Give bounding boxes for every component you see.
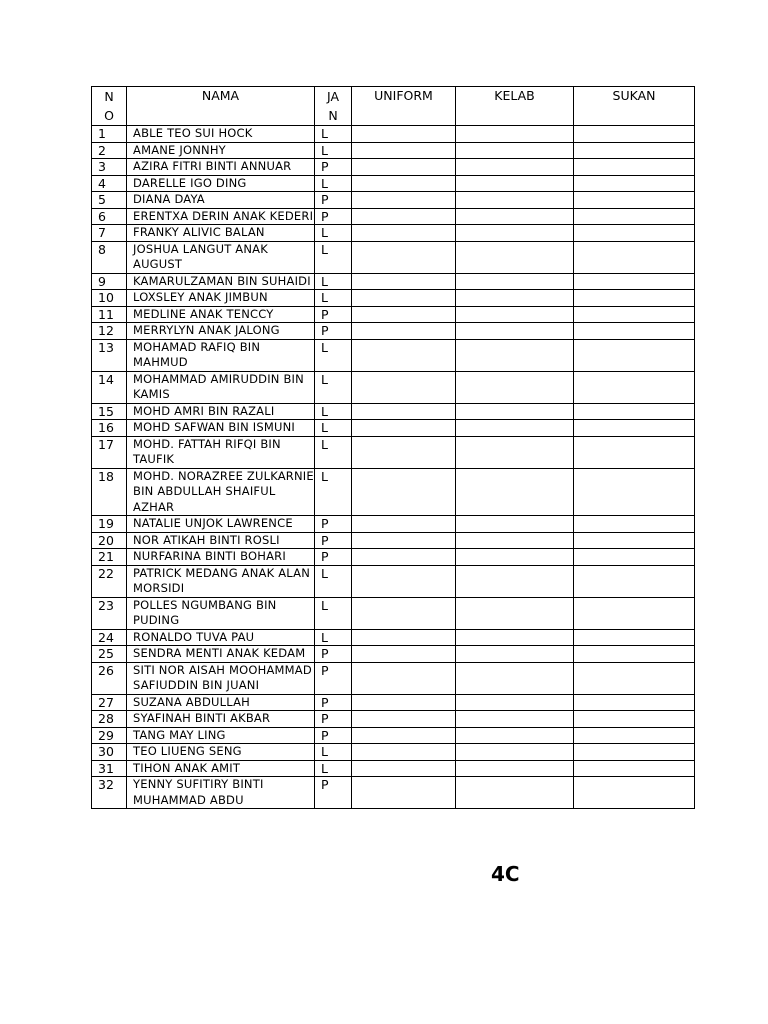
cell-no: 29 — [92, 727, 127, 744]
cell-uniform — [352, 290, 456, 307]
cell-uniform — [352, 646, 456, 663]
cell-no: 28 — [92, 711, 127, 728]
cell-nama: FRANKY ALIVIC BALAN — [127, 225, 315, 242]
table-row — [92, 175, 695, 192]
cell-uniform — [352, 371, 456, 403]
cell-jantina: P — [315, 694, 352, 711]
cell-nama: YENNY SUFITIRY BINTI MUHAMMAD ABDU — [127, 777, 315, 809]
cell-uniform — [352, 711, 456, 728]
cell-jantina: P — [315, 159, 352, 176]
cell-jantina: L — [315, 468, 352, 516]
cell-jantina: L — [315, 371, 352, 403]
cell-kelab — [456, 436, 574, 468]
cell-nama: MERRYLYN ANAK JALONG — [127, 323, 315, 340]
cell-jantina: L — [315, 126, 352, 143]
cell-jantina: L — [315, 760, 352, 777]
cell-jantina: L — [315, 241, 352, 273]
cell-kelab — [456, 420, 574, 437]
table-row — [92, 629, 695, 646]
table-row — [92, 727, 695, 744]
cell-nama: DARELLE IGO DING — [127, 175, 315, 192]
cell-nama: DIANA DAYA — [127, 192, 315, 209]
cell-kelab — [456, 629, 574, 646]
table-row — [92, 306, 695, 323]
cell-sukan — [574, 241, 695, 273]
cell-jantina: L — [315, 597, 352, 629]
cell-sukan — [574, 549, 695, 566]
cell-sukan — [574, 565, 695, 597]
cell-no: 7 — [92, 225, 127, 242]
cell-jantina: L — [315, 565, 352, 597]
cell-sukan — [574, 290, 695, 307]
cell-no: 6 — [92, 208, 127, 225]
cell-uniform — [352, 468, 456, 516]
cell-nama: SENDRA MENTI ANAK KEDAM — [127, 646, 315, 663]
cell-kelab — [456, 306, 574, 323]
cell-no: 9 — [92, 273, 127, 290]
cell-uniform — [352, 142, 456, 159]
cell-jantina: P — [315, 532, 352, 549]
cell-no: 14 — [92, 371, 127, 403]
cell-sukan — [574, 468, 695, 516]
table-row — [92, 159, 695, 176]
header-jantina: JA N — [315, 87, 352, 126]
cell-uniform — [352, 777, 456, 809]
cell-uniform — [352, 126, 456, 143]
cell-kelab — [456, 727, 574, 744]
cell-kelab — [456, 192, 574, 209]
table-row — [92, 711, 695, 728]
cell-jantina: L — [315, 142, 352, 159]
cell-sukan — [574, 420, 695, 437]
cell-nama: NATALIE UNJOK LAWRENCE — [127, 516, 315, 533]
cell-no: 13 — [92, 339, 127, 371]
cell-sukan — [574, 339, 695, 371]
cell-jantina: L — [315, 744, 352, 761]
cell-uniform — [352, 597, 456, 629]
cell-uniform — [352, 694, 456, 711]
header-sukan: SUKAN — [574, 87, 695, 126]
cell-kelab — [456, 273, 574, 290]
cell-sukan — [574, 175, 695, 192]
cell-nama: MOHD SAFWAN BIN ISMUNI — [127, 420, 315, 437]
cell-kelab — [456, 371, 574, 403]
header-uniform: UNIFORM — [352, 87, 456, 126]
cell-sukan — [574, 142, 695, 159]
cell-no: 1 — [92, 126, 127, 143]
cell-no: 20 — [92, 532, 127, 549]
cell-kelab — [456, 241, 574, 273]
cell-jantina: P — [315, 727, 352, 744]
cell-kelab — [456, 777, 574, 809]
cell-nama: POLLES NGUMBANG BIN PUDING — [127, 597, 315, 629]
header-kelab: KELAB — [456, 87, 574, 126]
table-header-row — [92, 87, 695, 126]
cell-no: 31 — [92, 760, 127, 777]
cell-nama: NURFARINA BINTI BOHARI — [127, 549, 315, 566]
cell-no: 10 — [92, 290, 127, 307]
table-row — [92, 597, 695, 629]
table-row — [92, 436, 695, 468]
table-row — [92, 225, 695, 242]
cell-nama: TEO LIUENG SENG — [127, 744, 315, 761]
cell-uniform — [352, 516, 456, 533]
cell-kelab — [456, 760, 574, 777]
cell-no: 2 — [92, 142, 127, 159]
table-row — [92, 516, 695, 533]
header-nama: NAMA — [127, 87, 315, 126]
cell-uniform — [352, 744, 456, 761]
cell-kelab — [456, 565, 574, 597]
cell-jantina: L — [315, 403, 352, 420]
cell-no: 17 — [92, 436, 127, 468]
cell-sukan — [574, 126, 695, 143]
cell-uniform — [352, 629, 456, 646]
cell-nama: JOSHUA LANGUT ANAK AUGUST — [127, 241, 315, 273]
cell-kelab — [456, 208, 574, 225]
cell-sukan — [574, 532, 695, 549]
cell-sukan — [574, 727, 695, 744]
cell-sukan — [574, 777, 695, 809]
cell-jantina: P — [315, 711, 352, 728]
cell-sukan — [574, 436, 695, 468]
cell-kelab — [456, 142, 574, 159]
cell-jantina: L — [315, 175, 352, 192]
cell-sukan — [574, 371, 695, 403]
cell-uniform — [352, 225, 456, 242]
cell-nama: KAMARULZAMAN BIN SUHAIDI — [127, 273, 315, 290]
table-row — [92, 339, 695, 371]
cell-no: 11 — [92, 306, 127, 323]
cell-jantina: L — [315, 273, 352, 290]
cell-uniform — [352, 339, 456, 371]
cell-nama: MOHAMMAD AMIRUDDIN BIN KAMIS — [127, 371, 315, 403]
cell-uniform — [352, 208, 456, 225]
table-row — [92, 777, 695, 809]
table-row — [92, 420, 695, 437]
cell-uniform — [352, 273, 456, 290]
cell-uniform — [352, 662, 456, 694]
cell-jantina: P — [315, 549, 352, 566]
table-row — [92, 565, 695, 597]
cell-nama: MOHD. NORAZREE ZULKARNIE BIN ABDULLAH SHAIFUL AZHAR — [127, 468, 315, 516]
cell-uniform — [352, 727, 456, 744]
cell-no: 5 — [92, 192, 127, 209]
cell-kelab — [456, 339, 574, 371]
cell-kelab — [456, 175, 574, 192]
cell-jantina: L — [315, 420, 352, 437]
cell-kelab — [456, 323, 574, 340]
cell-uniform — [352, 192, 456, 209]
table-row — [92, 323, 695, 340]
cell-kelab — [456, 646, 574, 663]
table-row — [92, 403, 695, 420]
cell-nama: PATRICK MEDANG ANAK ALAN MORSIDI — [127, 565, 315, 597]
cell-kelab — [456, 468, 574, 516]
student-roster-table — [91, 86, 695, 809]
cell-no: 19 — [92, 516, 127, 533]
cell-no: 18 — [92, 468, 127, 516]
cell-jantina: P — [315, 323, 352, 340]
cell-nama: SITI NOR AISAH MOOHAMMAD SAFIUDDIN BIN JUANI — [127, 662, 315, 694]
cell-uniform — [352, 306, 456, 323]
cell-no: 8 — [92, 241, 127, 273]
cell-kelab — [456, 744, 574, 761]
cell-sukan — [574, 225, 695, 242]
cell-kelab — [456, 549, 574, 566]
table-row — [92, 208, 695, 225]
cell-kelab — [456, 516, 574, 533]
cell-sukan — [574, 323, 695, 340]
cell-no: 26 — [92, 662, 127, 694]
cell-kelab — [456, 711, 574, 728]
cell-no: 23 — [92, 597, 127, 629]
cell-uniform — [352, 436, 456, 468]
cell-jantina: P — [315, 192, 352, 209]
cell-sukan — [574, 629, 695, 646]
roster-body — [92, 126, 695, 809]
cell-kelab — [456, 290, 574, 307]
cell-sukan — [574, 694, 695, 711]
cell-nama: SUZANA ABDULLAH — [127, 694, 315, 711]
cell-no: 22 — [92, 565, 127, 597]
cell-nama: MOHAMAD RAFIQ BIN MAHMUD — [127, 339, 315, 371]
cell-jantina: L — [315, 290, 352, 307]
cell-sukan — [574, 646, 695, 663]
cell-uniform — [352, 565, 456, 597]
cell-no: 27 — [92, 694, 127, 711]
class-label: 4C — [491, 862, 520, 886]
cell-uniform — [352, 175, 456, 192]
cell-nama: MOHD. FATTAH RIFQI BIN TAUFIK — [127, 436, 315, 468]
cell-sukan — [574, 403, 695, 420]
cell-sukan — [574, 597, 695, 629]
cell-sukan — [574, 760, 695, 777]
cell-nama: NOR ATIKAH BINTI ROSLI — [127, 532, 315, 549]
cell-nama: SYAFINAH BINTI AKBAR — [127, 711, 315, 728]
cell-jantina: P — [315, 208, 352, 225]
cell-jantina: L — [315, 436, 352, 468]
cell-jantina: L — [315, 339, 352, 371]
cell-no: 25 — [92, 646, 127, 663]
cell-nama: MOHD AMRI BIN RAZALI — [127, 403, 315, 420]
cell-jantina: P — [315, 516, 352, 533]
cell-sukan — [574, 273, 695, 290]
cell-sukan — [574, 662, 695, 694]
cell-uniform — [352, 159, 456, 176]
cell-no: 4 — [92, 175, 127, 192]
cell-nama: TANG MAY LING — [127, 727, 315, 744]
cell-sukan — [574, 192, 695, 209]
table-row — [92, 694, 695, 711]
cell-kelab — [456, 662, 574, 694]
table-row — [92, 532, 695, 549]
cell-uniform — [352, 549, 456, 566]
cell-kelab — [456, 532, 574, 549]
cell-sukan — [574, 516, 695, 533]
cell-kelab — [456, 694, 574, 711]
cell-jantina: P — [315, 646, 352, 663]
table-row — [92, 662, 695, 694]
cell-jantina: L — [315, 629, 352, 646]
cell-no: 3 — [92, 159, 127, 176]
cell-no: 24 — [92, 629, 127, 646]
cell-jantina: P — [315, 306, 352, 323]
cell-uniform — [352, 420, 456, 437]
cell-no: 16 — [92, 420, 127, 437]
cell-kelab — [456, 225, 574, 242]
header-no: N O — [92, 87, 127, 126]
cell-uniform — [352, 323, 456, 340]
cell-kelab — [456, 403, 574, 420]
cell-nama: MEDLINE ANAK TENCCY — [127, 306, 315, 323]
table-row — [92, 760, 695, 777]
table-row — [92, 273, 695, 290]
table-row — [92, 468, 695, 516]
table-row — [92, 142, 695, 159]
cell-sukan — [574, 711, 695, 728]
cell-sukan — [574, 208, 695, 225]
cell-sukan — [574, 744, 695, 761]
cell-jantina: P — [315, 662, 352, 694]
cell-uniform — [352, 532, 456, 549]
cell-sukan — [574, 306, 695, 323]
table-row — [92, 744, 695, 761]
cell-no: 21 — [92, 549, 127, 566]
cell-no: 30 — [92, 744, 127, 761]
table-row — [92, 241, 695, 273]
table-row — [92, 290, 695, 307]
table-row — [92, 192, 695, 209]
cell-nama: LOXSLEY ANAK JIMBUN — [127, 290, 315, 307]
table-row — [92, 371, 695, 403]
cell-jantina: L — [315, 225, 352, 242]
cell-kelab — [456, 159, 574, 176]
cell-jantina: P — [315, 777, 352, 809]
cell-nama: RONALDO TUVA PAU — [127, 629, 315, 646]
cell-nama: ABLE TEO SUI HOCK — [127, 126, 315, 143]
cell-sukan — [574, 159, 695, 176]
cell-no: 12 — [92, 323, 127, 340]
cell-uniform — [352, 403, 456, 420]
cell-no: 32 — [92, 777, 127, 809]
cell-nama: AMANE JONNHY — [127, 142, 315, 159]
table-row — [92, 126, 695, 143]
cell-uniform — [352, 760, 456, 777]
table-row — [92, 646, 695, 663]
table-row — [92, 549, 695, 566]
cell-kelab — [456, 597, 574, 629]
cell-nama: ERENTXA DERIN ANAK KEDERI — [127, 208, 315, 225]
cell-uniform — [352, 241, 456, 273]
cell-nama: TIHON ANAK AMIT — [127, 760, 315, 777]
cell-no: 15 — [92, 403, 127, 420]
cell-kelab — [456, 126, 574, 143]
cell-nama: AZIRA FITRI BINTI ANNUAR — [127, 159, 315, 176]
